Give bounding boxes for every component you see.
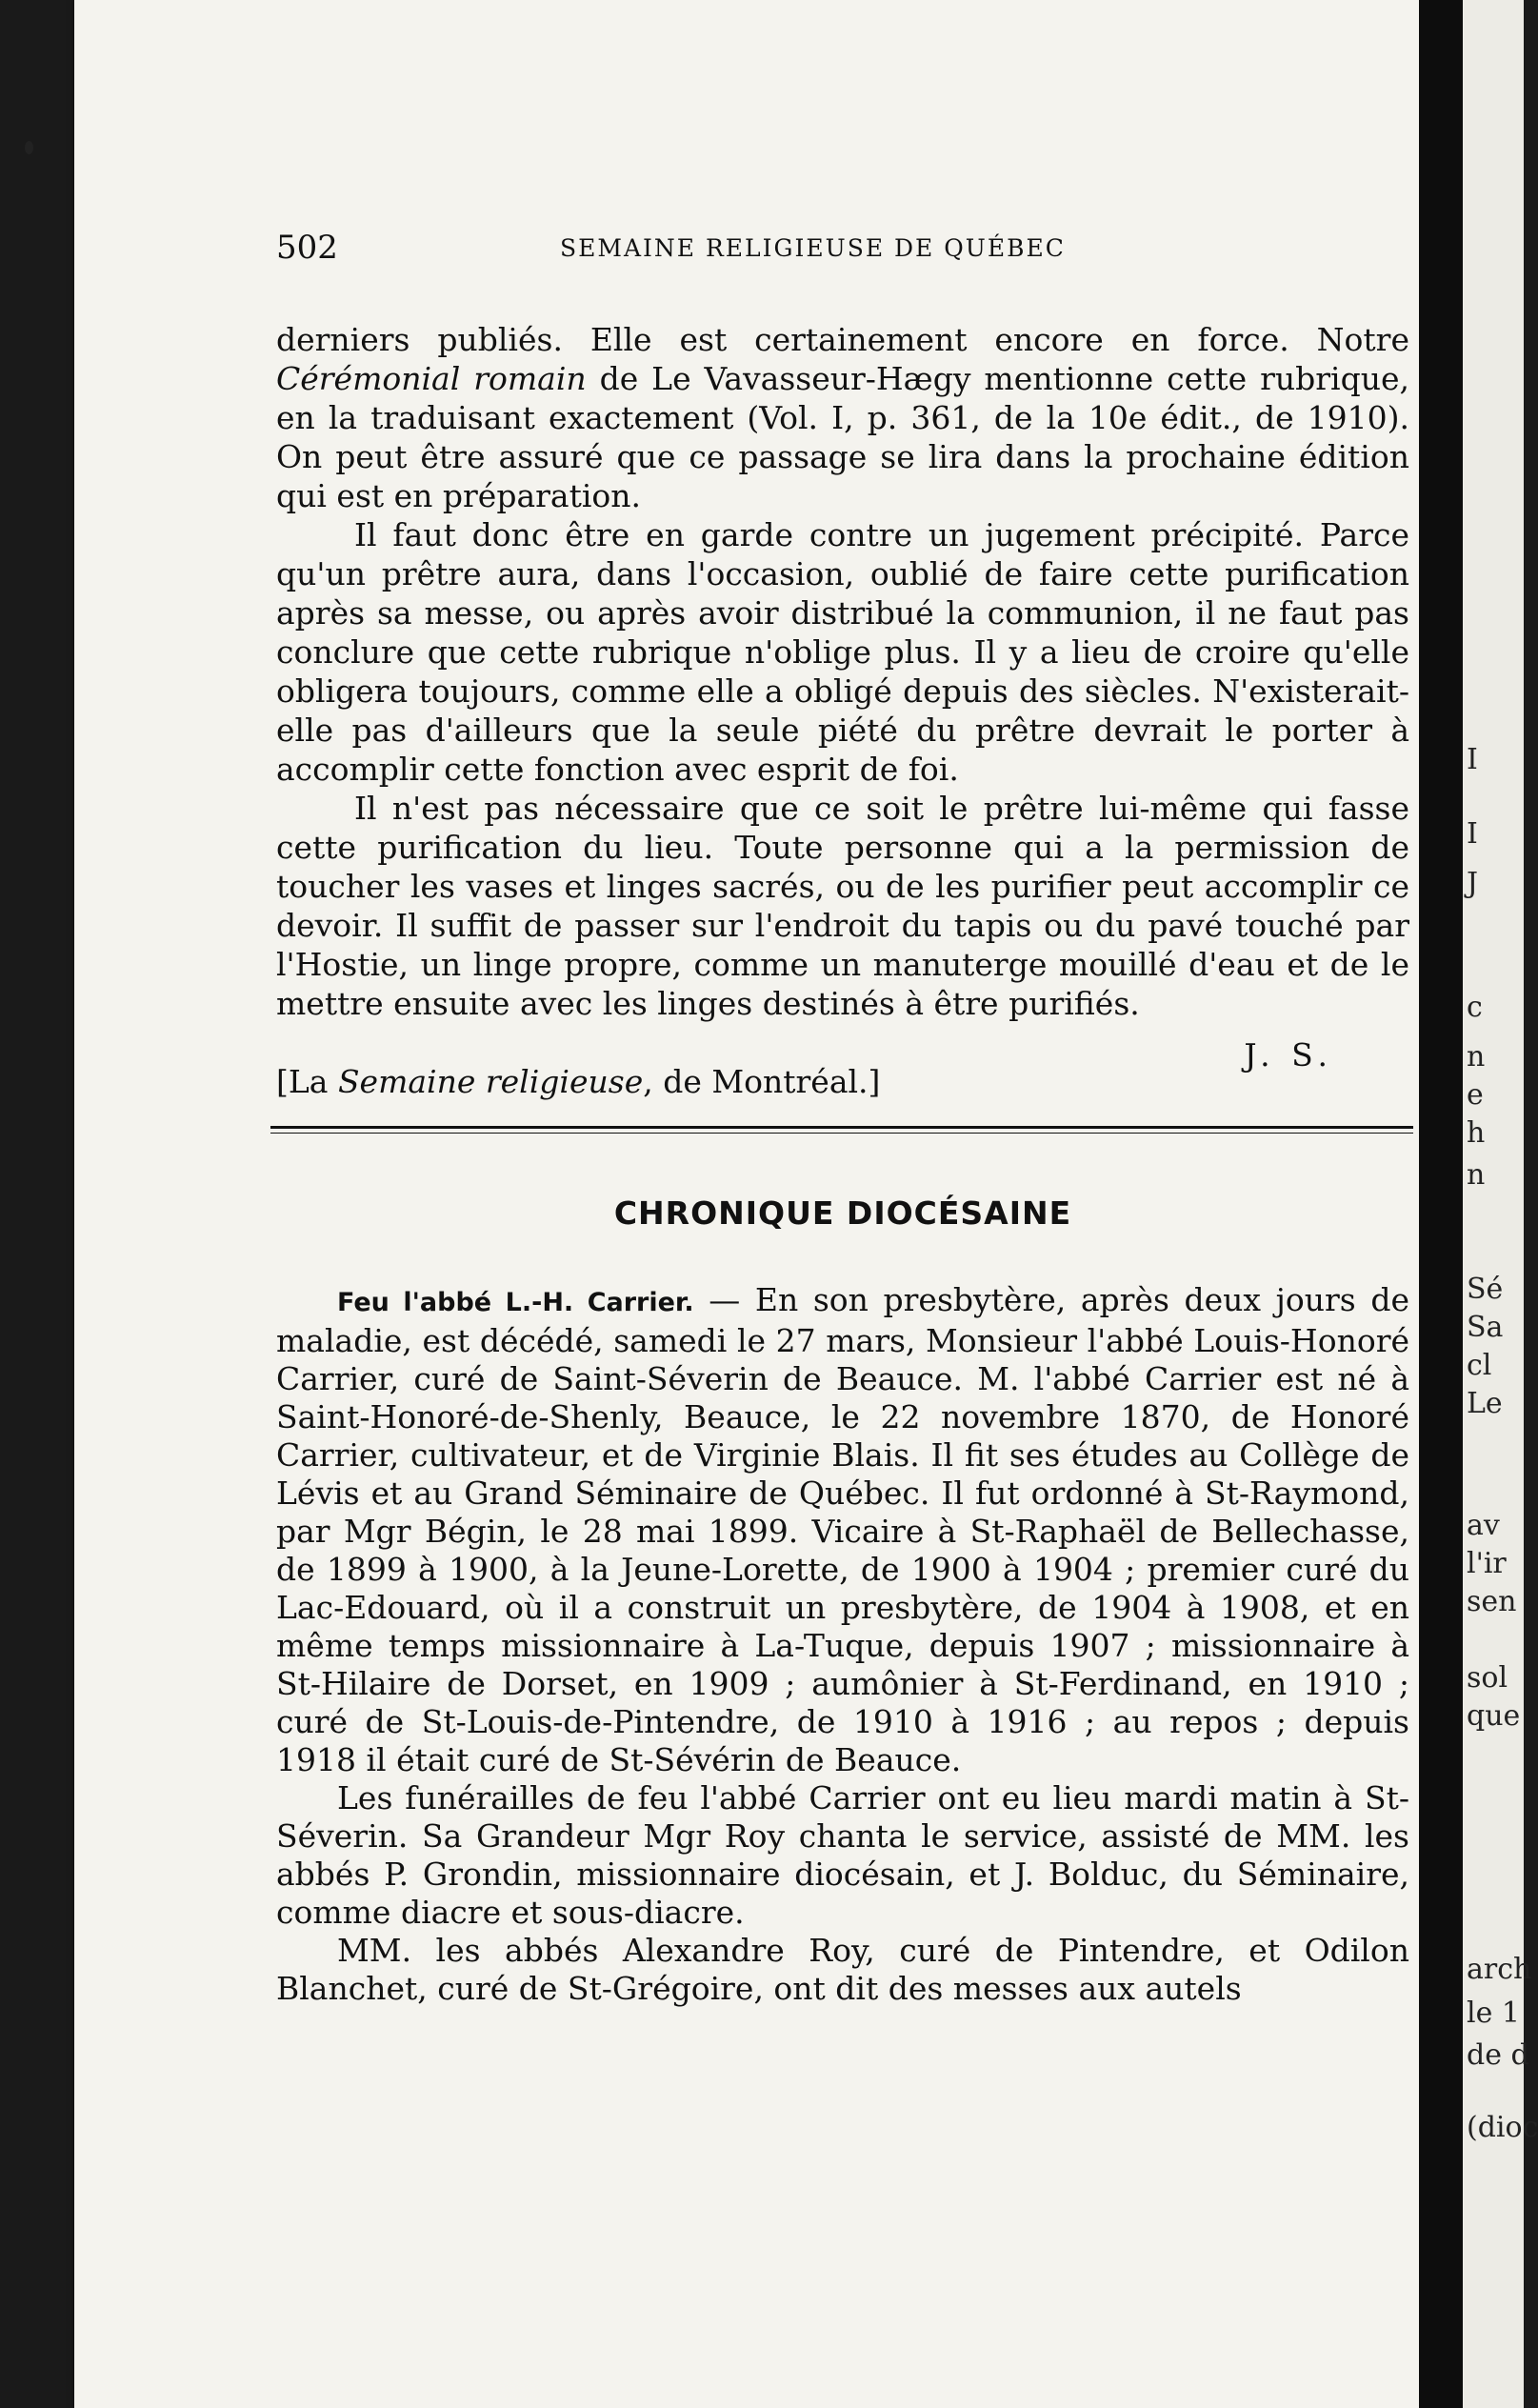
adjacent-page-fragment: n xyxy=(1467,1040,1486,1074)
source-citation: [La Semaine religieuse, de Montréal.] xyxy=(276,1063,881,1100)
adjacent-page-fragment: le 1 xyxy=(1467,1997,1520,2030)
adjacent-page-fragment: cl xyxy=(1467,1349,1492,1382)
adjacent-page-fragment: l'ir xyxy=(1467,1547,1507,1580)
scan-speck xyxy=(25,141,33,154)
page-number: 502 xyxy=(276,229,338,267)
adjacent-page-fragment: Le xyxy=(1467,1387,1503,1420)
adjacent-page-fragment: I xyxy=(1467,743,1478,776)
page-gutter xyxy=(1419,0,1463,2408)
adjacent-page-fragment: I xyxy=(1467,817,1478,851)
adjacent-page-fragment: h xyxy=(1467,1116,1486,1150)
page-header xyxy=(276,229,1409,286)
adjacent-page-fragment: Sé xyxy=(1467,1273,1504,1306)
article-paragraph-3: Il n'est pas nécessaire que ce soit le prêtre lui-même qui fasse cette purification du lieu. Toute personne qui a la permission de toucher les vases et linges sacrés, ou de les purifier peut accomplir ce devoir. Il suffit de passer sur l'endroit du tapis ou du pavé touché par l'Hostie, un linge propre, comme un manuterge mouillé d'eau et de le mettre ensuite avec les linges destinés à être purifiés. xyxy=(276,790,1409,1022)
adjacent-page-fragment: de d xyxy=(1467,2038,1529,2072)
author-initials: J. S. xyxy=(1244,1036,1333,1074)
chronicle-body xyxy=(276,1281,1409,2008)
adjacent-page-fragment: e xyxy=(1467,1078,1484,1112)
article-footer xyxy=(276,1036,1409,1118)
article-body xyxy=(276,320,1409,1023)
adjacent-page-fragment: sen xyxy=(1467,1585,1517,1618)
chronicle-paragraph-3: MM. les abbés Alexandre Roy, curé de Pintendre, et Odilon Blanchet, curé de St-Grégoire, ont dit des messes aux autels xyxy=(276,1932,1409,2007)
adjacent-page-fragment: J xyxy=(1467,867,1479,900)
entry-heading: Feu l'abbé L.-H. Carrier. xyxy=(337,1288,694,1317)
scanned-page xyxy=(74,0,1446,2408)
adjacent-page-fragment: sol xyxy=(1467,1661,1508,1695)
adjacent-page-fragment: (dioc xyxy=(1467,2111,1538,2144)
chronicle-paragraph-2: Les funérailles de feu l'abbé Carrier ont eu lieu mardi matin à St-Séverin. Sa Grandeur Mgr Roy chanta le service, assisté de MM. les abbés P. Grondin, missionnaire diocésain, et J. Bolduc, du Séminaire, comme diacre et sous-diacre. xyxy=(276,1779,1409,1931)
adjacent-page-fragment: Sa xyxy=(1467,1311,1504,1344)
adjacent-page-fragment: n xyxy=(1467,1158,1486,1192)
running-title: SEMAINE RELIGIEUSE DE QUÉBEC xyxy=(560,234,1066,262)
adjacent-page-fragment: c xyxy=(1467,991,1483,1024)
adjacent-page-fragment: av xyxy=(1467,1509,1500,1542)
article-paragraph-2: Il faut donc être en garde contre un jugement précipité. Parce qu'un prêtre aura, dans l'occasion, oublié de faire cette purification après sa messe, ou après avoir distribué la communion, il ne faut pas conclure que cette rubrique n'oblige plus. Il y a lieu de croire qu'elle obligera toujours, comme elle a obligé depuis des siècles. N'existerait-elle pas d'ailleurs que la seule piété du prêtre devrait le porter à accomplir cette fonction avec esprit de foi. xyxy=(276,516,1409,788)
adjacent-page-edge xyxy=(1463,0,1538,2408)
chronicle-paragraph-1: Feu l'abbé L.-H. Carrier. — En son presbytère, après deux jours de maladie, est décédé, samedi le 27 mars, Monsieur l'abbé Louis-Honoré Carrier, curé de Saint-Séverin de Beauce. M. l'abbé Carrier est né à Saint-Honoré-de-Shenly, Beauce, le 22 novembre 1870, de Honoré Carrier, cultivateur, et de Virginie Blais. Il fit ses études au Collège de Lévis et au Grand Séminaire de Québec. Il fut ordonné à St-Raymond, par Mgr Bégin, le 28 mai 1899. Vicaire à St-Raphaël de Bellechasse, de 1899 à 1900, à la Jeune-Lorette, de 1900 à 1904 ; premier curé du Lac-Edouard, où il a construit un presbytère, de 1904 à 1908, et en même temps missionnaire à La-Tuque, depuis 1907 ; missionnaire à St-Hilaire de Dorset, en 1909 ; aumônier à St-Ferdinand, en 1910 ; curé de St-Louis-de-Pintendre, de 1910 à 1916 ; au repos ; depuis 1918 il était curé de St-Sévérin de Beauce. xyxy=(276,1281,1409,1778)
adjacent-page-fragment: que xyxy=(1467,1699,1521,1733)
adjacent-page-fragment: arch xyxy=(1467,1953,1532,1986)
section-divider xyxy=(270,1126,1413,1134)
section-title: CHRONIQUE DIOCÉSAINE xyxy=(613,1194,1072,1232)
page-content xyxy=(276,229,1409,2008)
book-title: Cérémonial romain xyxy=(276,360,587,397)
article-paragraph-1: derniers publiés. Elle est certainement encore en force. Notre Cérémonial romain de Le Vavasseur-Hægy mentionne cette rubrique, en la traduisant exactement (Vol. I, p. 361, de la 10e édit., de 1910). On peut être assuré que ce passage se lira dans la prochaine édition qui est en préparation. xyxy=(276,321,1409,514)
